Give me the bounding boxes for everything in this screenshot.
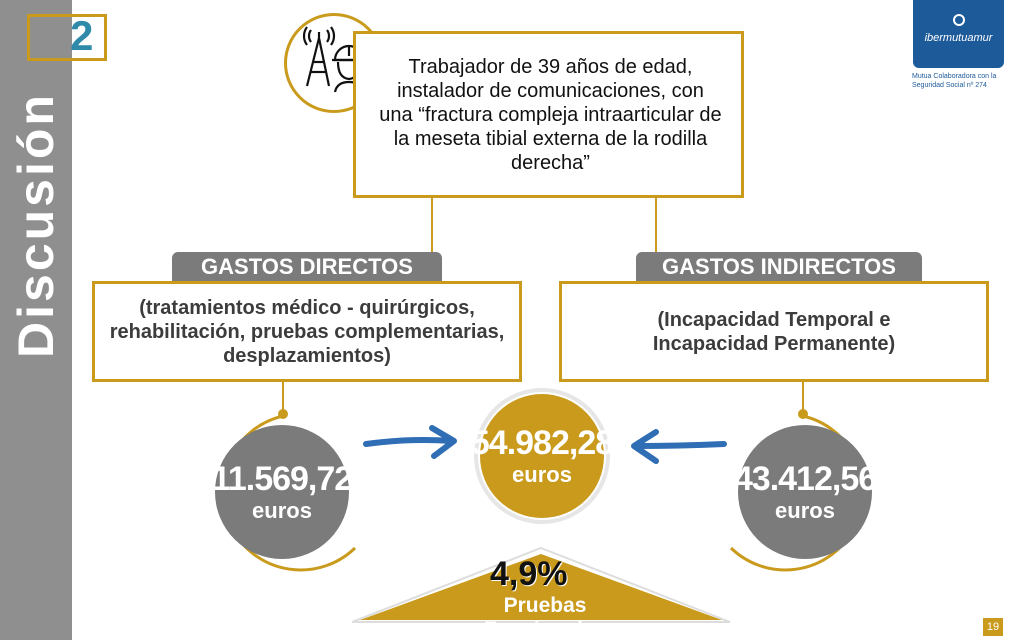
connector-indirect xyxy=(802,382,804,412)
connector-direct xyxy=(282,382,284,412)
arrow-right-icon xyxy=(366,428,454,456)
indirect-costs-detail: (Incapacidad Temporal e Incapacidad Permanente) xyxy=(652,308,896,355)
indirect-unit: euros xyxy=(775,498,835,523)
total-amount-circle xyxy=(470,394,614,518)
logo-subtitle: Mutua Colaboradora con la Seguridad Social nº 274 xyxy=(912,73,997,89)
section-number: 2 xyxy=(70,12,94,59)
indirect-costs-label: GASTOS INDIRECTOS xyxy=(636,252,922,282)
connector-top-right xyxy=(655,198,657,254)
direct-unit: euros xyxy=(252,498,312,523)
logo-mark-icon xyxy=(953,14,965,26)
arrow-left-icon xyxy=(634,432,724,461)
functional-tests-label: Pruebas Funcionales xyxy=(483,594,607,641)
indirect-amount-circle xyxy=(733,425,877,559)
antenna-tower-icon xyxy=(304,27,334,86)
direct-costs-box xyxy=(92,281,522,382)
connector-dot xyxy=(278,409,288,419)
case-description-box xyxy=(353,31,744,198)
connector-dot xyxy=(798,409,808,419)
total-unit: euros xyxy=(512,462,572,487)
functional-tests-percent: 4,9% xyxy=(490,555,568,593)
logo xyxy=(913,0,1004,68)
case-description: Trabajador de 39 años de edad, instalador de comunicaciones, con una “fractura compleja intraarticular de la meseta tibial externa de la rodilla derecha” xyxy=(379,55,722,174)
page-number: 19 xyxy=(983,618,1003,636)
connector-top-left xyxy=(431,198,433,254)
total-amount: 54.982,28 xyxy=(470,424,614,462)
indirect-costs-box xyxy=(559,281,989,382)
logo-name: ibermutuamur xyxy=(924,32,993,44)
section-number-frame xyxy=(27,14,107,61)
direct-costs-detail: (tratamientos médico - quirúrgicos, rehabilitación, pruebas complementarias, desplazamientos) xyxy=(109,296,505,367)
direct-costs-label: GASTOS DIRECTOS xyxy=(172,252,442,282)
indirect-amount: 43.412,56 xyxy=(733,460,877,498)
direct-amount: 11.569,72 xyxy=(211,460,353,498)
direct-amount-circle xyxy=(211,425,353,559)
section-title: Discusión xyxy=(8,92,64,358)
